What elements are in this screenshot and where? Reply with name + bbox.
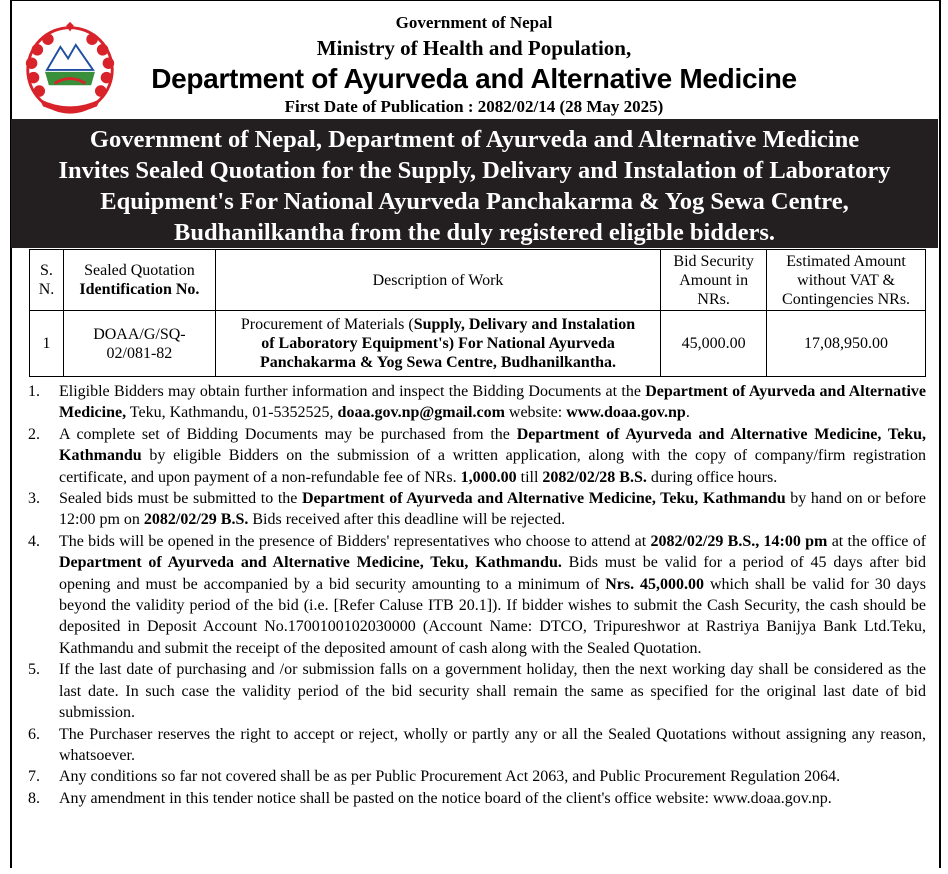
banner-line: Government of Nepal, Department of Ayurveda and Alternative Medicine [89,126,860,153]
cell-identification: DOAA/G/SQ- 02/081-82 [63,311,215,377]
terms-list [22,381,926,809]
banner-line: Budhanilkantha from the duly registered eligible bidders. [173,219,775,246]
header-identification: Sealed Quotation Identification No. [63,250,215,311]
list-item: 5. If the last date of purchasing and /or submission falls on a government holiday, then the next working day shall be considered as the last date. In such case the validity period of the bid security shall remain the same as specified for the original last date of bid submission. [28,661,926,722]
cell-description: Procurement of Materials (Supply, Delivary and Instalation of Laboratory Equipment's) For National Ayurveda Panchakarma & Yog Sewa Centre, Budhanilkantha. [215,311,660,377]
banner-line: Invites Sealed Quotation for the Supply, Delivary and Instalation of Laboratory [58,157,891,184]
header-bid-security: Bid Security Amount in NRs. [661,250,767,311]
list-item: 4. The bids will be opened in the presence of Bidders' representatives who choose to attend at 2082/02/29 B.S., 14:00 pm at the office of Department of Ayurveda and Alternative Medicine, Teku, Kathmandu. Bids must be valid for a period of 45 days after bid opening and must be accompanied by a bid security amounting to a minimum of Nrs. 45,000.00 which shall be valid for 30 days beyond the validity period of the bid (i.e. [Refer Caluse ITB 20.1]). If bidder wishes to submit the Cash Security, the cash should be deposited in Deposit Account No.1700100102030000 (Account Name: DTCO, Tripureshwor at Rastriya Banijya Bank Ltd.Teku, Kathmandu and submit the receipt of the deposited amount of cash along with the Sealed Quotation. [28,532,927,657]
notice-banner [11,119,938,248]
publication-date: First Date of Publication : 2082/02/14 (28 May 2025) [284,97,664,116]
list-item: 1. Eligible Bidders may obtain further information and inspect the Bidding Documents at the Department of Ayurveda and Alternative Medicine, Teku, Kathmandu, 01-5352525, doaa.gov.np@gmail.com website: www.doaa.gov.np. [28,383,926,422]
ministry-title: Ministry of Health and Population, [316,36,632,60]
cell-bid-security: 45,000.00 [661,311,767,377]
list-item: 3. Sealed bids must be submitted to the Department of Ayurveda and Alternative Medicine, Teku, Kathmandu by hand on or before 12:00 pm on 2082/02/29 B.S. Bids received after this deadline will be rejected. [28,490,926,529]
header-estimated-amount: Estimated Amount without VAT & Contingencies NRs. [767,250,926,311]
header-description: Description of Work [215,250,660,311]
quotation-table [29,249,926,377]
department-title: Department of Ayurveda and Alternative Medicine [151,63,797,94]
list-item: 2. A complete set of Bidding Documents may be purchased from the Department of Ayurveda and Alternative Medicine, Teku, Kathmandu by eligible Bidders on the submission of a written application, along with the copy of company/firm registration certificate, and upon payment of a non-refundable fee of NRs. 1,000.00 till 2082/02/28 B.S. during office hours. [28,425,926,486]
cell-estimated-amount: 17,08,950.00 [767,311,926,377]
table-row [30,311,926,377]
table-header-row [30,250,926,311]
list-item: 7. Any conditions so far not covered shall be as per Public Procurement Act 2063, and Public Procurement Regulation 2064. [28,768,841,786]
cell-sn: 1 [30,311,64,377]
banner-line: Equipment's For National Ayurveda Panchakarma & Yog Sewa Centre, [100,188,849,215]
list-item: 8. Any amendment in this tender notice shall be pasted on the notice board of the client's office website: www.doaa.gov.np. [28,789,832,807]
list-item: 6. The Purchaser reserves the right to accept or reject, wholly or partly any or all the Sealed Quotations without assigning any reason, whatsoever. [28,725,926,764]
government-title: Government of Nepal [395,13,553,32]
header-sn: S. N. [30,250,64,311]
